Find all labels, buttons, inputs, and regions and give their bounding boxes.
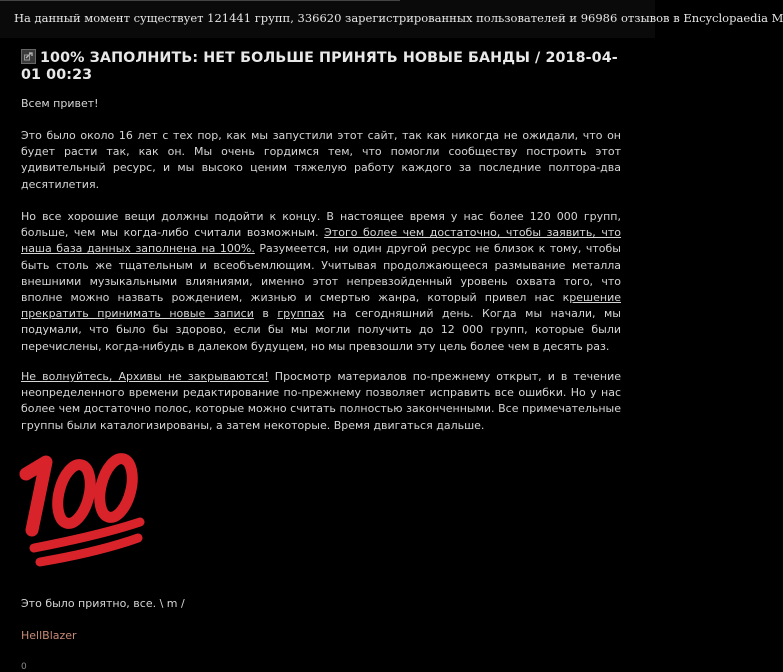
p2-text-b: Разумеется, ни один другой ресурс не близок к тому, чтобы быть столь же тщательным и всеобъемлющим. Учитывая продолжающееся размывание металла внешними музыкальными влияниями, именно этот непревзойденный уровень охвата того, что вполне можно назвать рождением, жизнью и смертью жанра, который привел нас к: [21, 242, 621, 305]
greeting: Всем привет!: [21, 97, 99, 110]
paragraph-archives-open: [21, 369, 621, 434]
database-full-link[interactable]: Этого более чем достаточно, чтобы заявить, что наша база данных заполнена на 100%.: [21, 226, 621, 256]
post-title-text: 100% ЗАПОЛНИТЬ: НЕТ БОЛЬШЕ ПРИНЯТЬ НОВЫЕ БАНДЫ / 2018-04-01 00:23: [21, 50, 618, 83]
news-post: [0, 40, 655, 672]
p2-text-c: в: [253, 307, 278, 321]
p2-text-a: Но все хорошие вещи должны подойти к концу. В настоящее время у нас более 120 000 групп, больше, чем мы когда-либо считали возможным.: [21, 210, 621, 240]
bands-link[interactable]: группах: [277, 307, 325, 321]
post-title: [21, 49, 621, 84]
p2-text-d: на сегодняшний день. Когда мы начали, мы подумали, что было бы здорово, если бы мы могли получить до 12 000 групп, которые были перечислены, когда-нибудь в далеком будущем, но мы превзошли эту цель более чем в десять раз.: [21, 307, 621, 353]
closing-line: Это было приятно, все. \ m /: [21, 597, 185, 610]
site-stats-text: На данный момент существует 121441 групп, 336620 зарегистрированных пользователей и 96986 отзывов в Encyclopaedia M: [14, 11, 783, 25]
paragraph-history: Это было около 16 лет с тех пор, как мы запустили этот сайт, так как никогда не ожидали, что он будет расти так, как он. Мы очень гордимся тем, что помогли сообществу построить этот удивительный ресурс, и мы высоко ценим тяжелую работу каждого за последние полтора-два десятилетия.: [21, 129, 621, 191]
permalink-icon[interactable]: [21, 49, 36, 64]
top-divider: [0, 0, 400, 1]
author-name[interactable]: HellBlazer: [21, 629, 77, 642]
site-stats-bar: [0, 0, 783, 38]
paragraph-database-full: [21, 209, 621, 355]
archives-not-closing-link[interactable]: Не волнуйтесь, Архивы не закрываются!: [21, 370, 269, 383]
p3-text: Просмотр материалов по-прежнему открыт, и в течение неопределенного времени редактирование по-прежнему позволяет исправить все ошибки. Но у нас более чем достаточно полос, которые можно считать полностью законченными. Все примечательные группы были каталогизированы, а затем некоторые. Время двигаться дальше.: [21, 370, 621, 432]
stop-submissions-link[interactable]: решение прекратить принимать новые записи: [21, 291, 621, 321]
footer-glyph: 0: [21, 662, 27, 672]
hundred-points-emoji-icon: [20, 448, 148, 570]
